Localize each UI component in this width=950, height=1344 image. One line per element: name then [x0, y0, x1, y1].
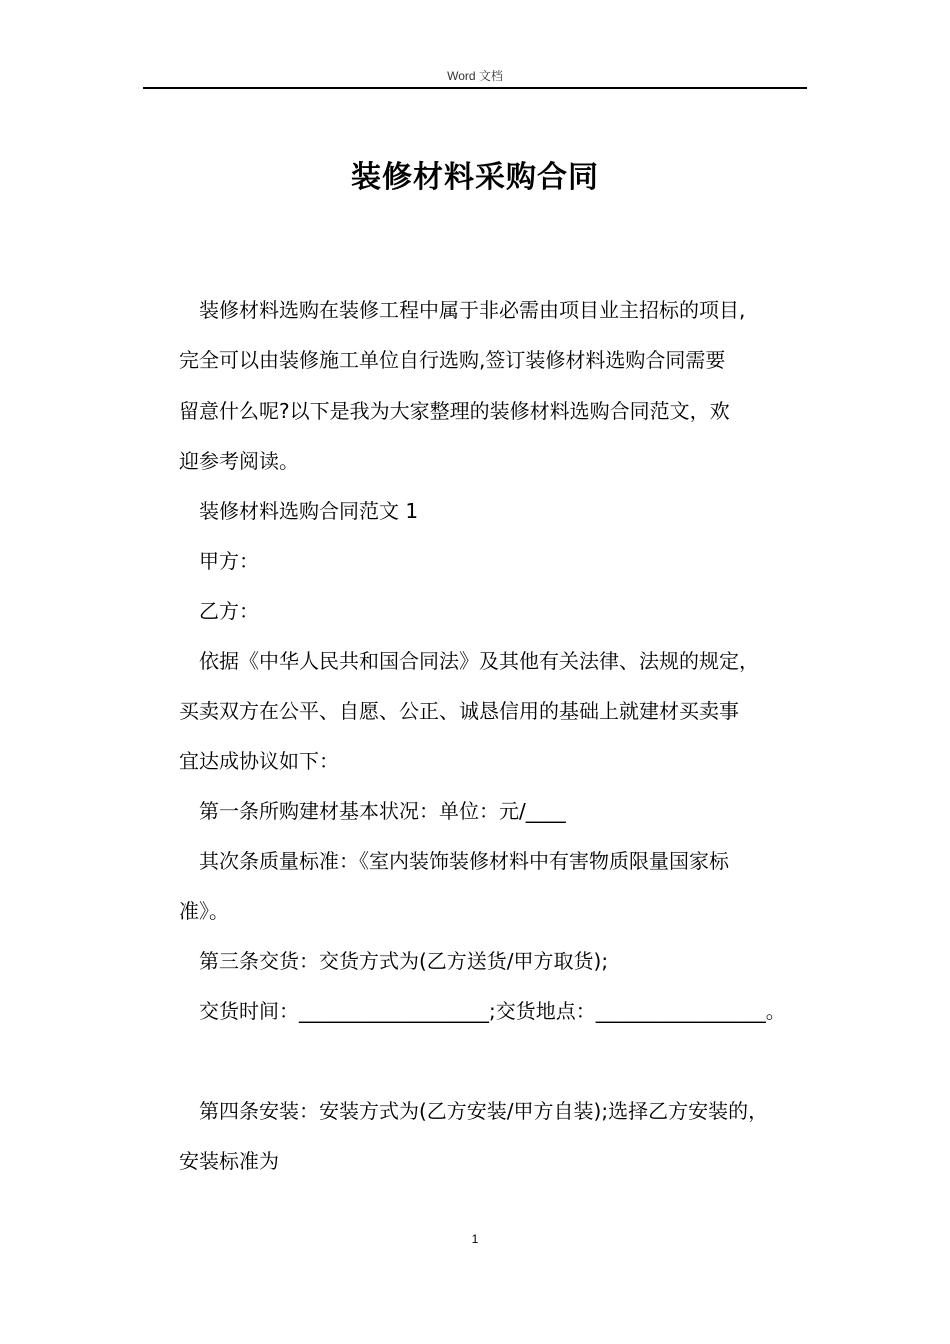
section-heading: 装修材料选购合同范文 1 [199, 499, 419, 523]
clause-line: 第四条安装：安装方式为(乙方安装/甲方自装);选择乙方安装的， [199, 1099, 769, 1123]
clause-line: 第三条交货：交货方式为(乙方送货/甲方取货); [199, 949, 609, 973]
party-a-label: 甲方： [199, 549, 259, 573]
paragraph-line: 装修材料选购在装修工程中属于非必需由项目业主招标的项目, [199, 298, 746, 322]
party-b-label: 乙方： [199, 599, 259, 623]
paragraph-line: 依据《中华人民共和国合同法》及其他有关法律、法规的规定， [199, 649, 759, 673]
clause-line: 安装标准为 [179, 1149, 279, 1173]
clause-line: 准》。 [179, 899, 229, 923]
paragraph-line: 买卖双方在公平、自愿、公正、诚恳信用的基础上就建材买卖事 [179, 699, 739, 723]
header-rule [143, 87, 807, 89]
paragraph-line: 宜达成协议如下： [179, 749, 339, 773]
page-header: Word 文档 [447, 69, 503, 83]
clause-line: 第一条所购建材基本状况：单位：元/____ [199, 799, 566, 823]
paragraph-line: 完全可以由装修施工单位自行选购,签订装修材料选购合同需要 [179, 348, 726, 372]
clause-line: 交货时间：___________________;交货地点：_________________。 [199, 999, 786, 1023]
page-number: 1 [471, 1232, 479, 1246]
clause-line: 其次条质量标准：《室内装饰装修材料中有害物质限量国家标 [199, 849, 729, 873]
paragraph-line: 迎参考阅读。 [179, 449, 299, 473]
paragraph-line: 留意什么呢?以下是我为大家整理的装修材料选购合同范文，欢 [179, 399, 730, 423]
document-title: 装修材料采购合同 [351, 160, 599, 195]
